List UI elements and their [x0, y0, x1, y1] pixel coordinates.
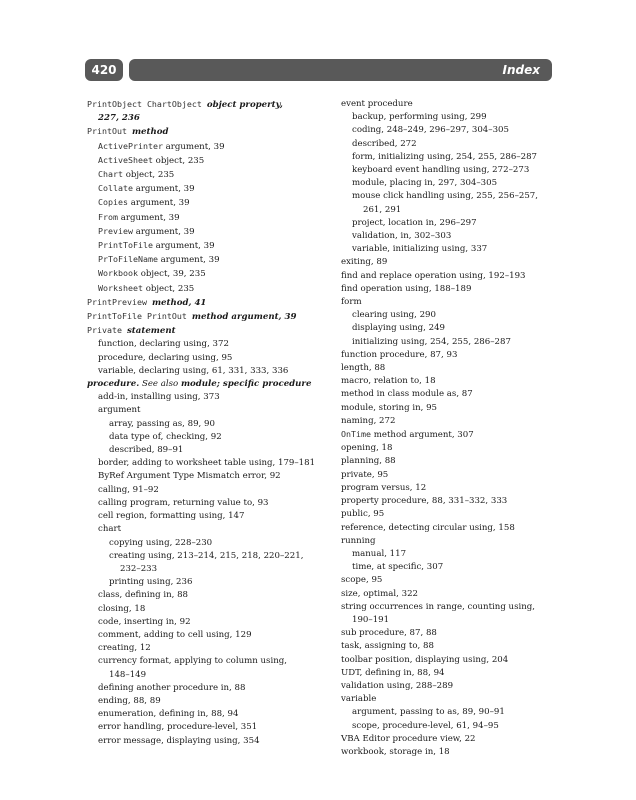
entry-text: find operation using, 188–189	[341, 283, 472, 294]
entry-text: running	[341, 535, 376, 546]
entry-text: program versus, 12	[341, 482, 427, 493]
entry-text: procedure, declaring using, 95	[98, 352, 233, 363]
code-term: From	[98, 211, 118, 222]
entry-text: object, 235	[122, 170, 175, 181]
entry-text: argument, 39	[162, 141, 225, 152]
entry-text: module, storing in, 95	[341, 402, 437, 413]
entry-text: procedure.	[87, 379, 140, 390]
entry-text: reference, detecting circular using, 158	[341, 522, 515, 533]
index-entry	[341, 296, 561, 309]
entry-text: enumeration, defining in, 88, 94	[98, 709, 239, 720]
index-entry	[87, 418, 322, 431]
entry-text: variable, initializing using, 337	[352, 244, 488, 255]
index-entry	[87, 225, 322, 239]
index-entry	[341, 469, 561, 482]
index-entry	[341, 217, 561, 230]
index-entry	[341, 322, 561, 335]
entry-text: form	[341, 297, 362, 308]
index-entry	[341, 138, 561, 151]
index-entry	[341, 428, 561, 442]
entry-text: displaying using, 249	[352, 323, 445, 334]
entry-text: toolbar position, displaying using, 204	[341, 654, 509, 665]
index-entry	[87, 655, 322, 668]
index-entry	[341, 706, 561, 719]
index-entry	[87, 576, 322, 589]
entry-text: opening, 18	[341, 443, 393, 454]
index-entry	[87, 154, 322, 168]
entry-text: planning, 88	[341, 456, 396, 467]
index-entry	[341, 495, 561, 508]
entry-text: See also	[139, 379, 181, 390]
index-entry	[341, 667, 561, 680]
entry-text: initializing using, 254, 255, 286–287	[352, 336, 511, 347]
entry-text: workbook, storage in, 18	[341, 746, 450, 757]
index-entry-continuation	[341, 204, 561, 217]
entry-text: defining another procedure in, 88	[98, 682, 246, 693]
index-entry	[87, 629, 322, 642]
index-entry	[87, 550, 322, 563]
entry-text: 190–191	[352, 614, 390, 625]
entry-text: described, 89–91	[109, 445, 184, 456]
code-term: ActiveSheet	[98, 154, 153, 165]
index-entry	[87, 296, 322, 310]
entry-text: form, initializing using, 254, 255, 286–287	[352, 151, 538, 162]
entry-text: length, 88	[341, 363, 386, 374]
index-entry	[341, 720, 561, 733]
entry-text: VBA Editor procedure view, 22	[341, 733, 476, 744]
entry-text: error message, displaying using, 354	[98, 735, 260, 746]
entry-text: ending, 88, 89	[98, 695, 161, 706]
index-entry	[87, 510, 322, 523]
entry-text: sub procedure, 87, 88	[341, 628, 437, 639]
index-column-right	[341, 98, 561, 759]
entry-text: error handling, procedure-level, 351	[98, 722, 258, 733]
index-entry	[87, 497, 322, 510]
code-term: Chart	[98, 169, 123, 180]
entry-text: method argument, 307	[370, 430, 474, 441]
entry-text: function, declaring using, 372	[98, 339, 229, 350]
code-term: PrintToFile	[98, 240, 153, 251]
index-entry	[341, 442, 561, 455]
code-term: PrintToFile PrintOut	[87, 311, 192, 322]
index-entry	[87, 537, 322, 550]
entry-text: argument, passing to as, 89, 90–91	[352, 707, 505, 718]
index-entry	[341, 601, 561, 614]
index-entry	[341, 151, 561, 164]
entry-text: event procedure	[341, 99, 413, 109]
entry-text: 148–149	[109, 669, 147, 680]
index-entry	[87, 253, 322, 267]
index-entry	[341, 230, 561, 243]
code-term: Collate	[98, 183, 133, 194]
entry-text: find and replace operation using, 192–193	[341, 270, 526, 281]
entry-text: manual, 117	[352, 548, 407, 559]
entry-text: closing, 18	[98, 603, 146, 614]
entry-text: object, 235	[142, 283, 195, 294]
entry-text: argument	[98, 405, 141, 416]
index-entry	[87, 616, 322, 629]
index-entry	[341, 349, 561, 362]
index-entry	[87, 682, 322, 695]
entry-text: project, location in, 296–297	[352, 217, 477, 228]
page-header	[85, 59, 552, 81]
index-entry	[87, 444, 322, 457]
entry-text: mouse click handling using, 255, 256–257,	[352, 191, 538, 202]
entry-text: chart	[98, 524, 122, 535]
index-entry-continuation	[87, 669, 322, 682]
entry-text: method in class module as, 87	[341, 389, 473, 400]
code-term: OnTime	[341, 429, 371, 440]
entry-text: argument, 39	[132, 184, 195, 195]
entry-text: described, 272	[352, 138, 417, 149]
entry-text: argument, 39	[152, 241, 215, 252]
index-entry	[87, 282, 322, 296]
entry-text: argument, 39	[132, 226, 195, 237]
code-term: PrintOut	[87, 126, 132, 137]
index-entry	[87, 484, 322, 497]
running-head-title: Index	[129, 59, 552, 81]
index-entry	[341, 482, 561, 495]
index-entry	[87, 431, 322, 444]
index-entry	[341, 455, 561, 468]
code-term: PrToFileName	[98, 254, 158, 265]
entry-text: comment, adding to cell using, 129	[98, 629, 252, 640]
entry-text: property procedure, 88, 331–332, 333	[341, 496, 508, 507]
entry-text: macro, relation to, 18	[341, 376, 436, 387]
index-entry	[87, 324, 322, 338]
code-term: ActivePrinter	[98, 140, 163, 151]
entry-text: creating using, 213–214, 215, 218, 220–221,	[109, 550, 304, 561]
entry-text: method	[131, 127, 169, 138]
index-entry	[87, 457, 322, 470]
index-entry	[87, 239, 322, 253]
code-term: Workbook	[98, 268, 138, 279]
entry-text: task, assigning to, 88	[341, 641, 434, 652]
index-entry	[341, 535, 561, 548]
index-entry	[87, 98, 322, 112]
entry-text: scope, procedure-level, 61, 94–95	[352, 720, 499, 731]
code-term: Private	[87, 325, 127, 336]
index-entry	[87, 267, 322, 281]
entry-text: variable	[341, 694, 377, 705]
entry-text: private, 95	[341, 469, 389, 480]
entry-text: ByRef Argument Type Mismatch error, 92	[98, 471, 281, 482]
page-number: 420	[85, 59, 123, 81]
index-entry	[87, 603, 322, 616]
index-entry	[341, 98, 561, 111]
index-entry	[87, 721, 322, 734]
entry-text: add-in, installing using, 373	[98, 392, 220, 403]
index-entry	[341, 270, 561, 283]
entry-text: cell region, formatting using, 147	[98, 511, 245, 522]
index-entry	[341, 693, 561, 706]
entry-text: object, 39, 235	[137, 269, 206, 280]
code-term: Worksheet	[98, 282, 143, 293]
entry-text: variable, declaring using, 61, 331, 333, 336	[98, 365, 289, 376]
index-entry	[87, 196, 322, 210]
index-entry	[341, 388, 561, 401]
index-entry	[87, 378, 322, 391]
entry-text: method, 41	[151, 297, 207, 308]
index-entry	[87, 182, 322, 196]
index-entry	[341, 177, 561, 190]
code-term: Preview	[98, 225, 133, 236]
index-entry	[341, 654, 561, 667]
entry-text: keyboard event handling using, 272–273	[352, 165, 530, 176]
entry-text: data type of, checking, 92	[109, 431, 222, 442]
entry-text: copying using, 228–230	[109, 537, 213, 548]
entry-text: method argument, 39	[191, 312, 297, 323]
entry-text: statement	[126, 326, 176, 337]
index-entry	[87, 404, 322, 417]
index-entry	[341, 640, 561, 653]
entry-text: object, 235	[152, 155, 205, 166]
code-term: PrintPreview	[87, 296, 152, 307]
index-entry	[341, 362, 561, 375]
entry-text: validation, in, 302–303	[352, 231, 452, 242]
entry-text: argument, 39	[157, 255, 220, 266]
entry-text: 227, 236	[98, 113, 140, 124]
index-entry	[341, 190, 561, 203]
entry-text: calling, 91–92	[98, 484, 159, 495]
entry-text: array, passing as, 89, 90	[109, 418, 215, 429]
entry-text: class, defining in, 88	[98, 590, 189, 601]
index-entry	[341, 746, 561, 759]
index-entry	[341, 111, 561, 124]
index-entry	[341, 375, 561, 388]
index-entry	[87, 642, 322, 655]
index-entry	[341, 124, 561, 137]
entry-text: 232–233	[120, 563, 158, 574]
entry-text: argument, 39	[127, 198, 190, 209]
index-entry	[87, 352, 322, 365]
entry-text: backup, performing using, 299	[352, 112, 487, 123]
index-entry	[87, 310, 322, 324]
entry-text: time, at specific, 307	[352, 562, 444, 573]
entry-text: UDT, defining in, 88, 94	[341, 667, 445, 678]
index-entry	[341, 243, 561, 256]
entry-text: function procedure, 87, 93	[341, 349, 458, 360]
index-entry	[341, 627, 561, 640]
entry-text: code, inserting in, 92	[98, 616, 191, 627]
index-entry	[87, 211, 322, 225]
entry-text: clearing using, 290	[352, 310, 436, 321]
entry-text: module; specific procedure	[180, 379, 312, 390]
index-entry	[341, 574, 561, 587]
index-entry	[87, 338, 322, 351]
code-term: PrintObject ChartObject	[87, 99, 207, 109]
entry-text: public, 95	[341, 509, 385, 520]
index-entry	[87, 735, 322, 748]
index-entry	[341, 522, 561, 535]
index-entry	[87, 140, 322, 154]
entry-text: calling program, returning value to, 93	[98, 497, 269, 508]
entry-text: creating, 12	[98, 643, 151, 654]
index-entry	[341, 733, 561, 746]
index-entry	[87, 708, 322, 721]
entry-text: module, placing in, 297, 304–305	[352, 178, 498, 189]
index-entry	[341, 309, 561, 322]
code-term: Copies	[98, 197, 128, 208]
index-entry-continuation	[341, 614, 561, 627]
index-column-left	[87, 98, 322, 748]
index-entry	[341, 588, 561, 601]
index-entry	[87, 125, 322, 139]
index-entry	[87, 523, 322, 536]
index-entry	[341, 561, 561, 574]
index-entry	[87, 391, 322, 404]
entry-text: string occurrences in range, counting using,	[341, 601, 536, 612]
index-entry	[87, 168, 322, 182]
entry-text: 261, 291	[363, 204, 402, 215]
entry-text: size, optimal, 322	[341, 588, 418, 599]
entry-text: coding, 248–249, 296–297, 304–305	[352, 125, 509, 136]
entry-text: validation using, 288–289	[341, 680, 454, 691]
index-entry	[87, 695, 322, 708]
index-entry	[341, 283, 561, 296]
index-entry	[341, 402, 561, 415]
index-entry	[87, 589, 322, 602]
index-entry	[341, 508, 561, 521]
index-entry	[341, 256, 561, 269]
entry-text: printing using, 236	[109, 577, 193, 588]
entry-text: argument, 39	[117, 212, 180, 223]
entry-text: scope, 95	[341, 575, 383, 586]
index-entry	[341, 415, 561, 428]
index-entry	[341, 336, 561, 349]
index-entry	[341, 548, 561, 561]
index-entry	[87, 365, 322, 378]
index-entry	[87, 470, 322, 483]
index-entry-continuation	[87, 112, 322, 125]
index-entry-continuation	[87, 563, 322, 576]
entry-text: naming, 272	[341, 415, 396, 426]
entry-text: currency format, applying to column using,	[98, 656, 287, 667]
index-entry	[341, 164, 561, 177]
entry-text: object property,	[206, 100, 283, 110]
entry-text: exiting, 89	[341, 257, 388, 268]
index-entry	[341, 680, 561, 693]
entry-text: border, adding to worksheet table using, 179–181	[98, 458, 316, 469]
